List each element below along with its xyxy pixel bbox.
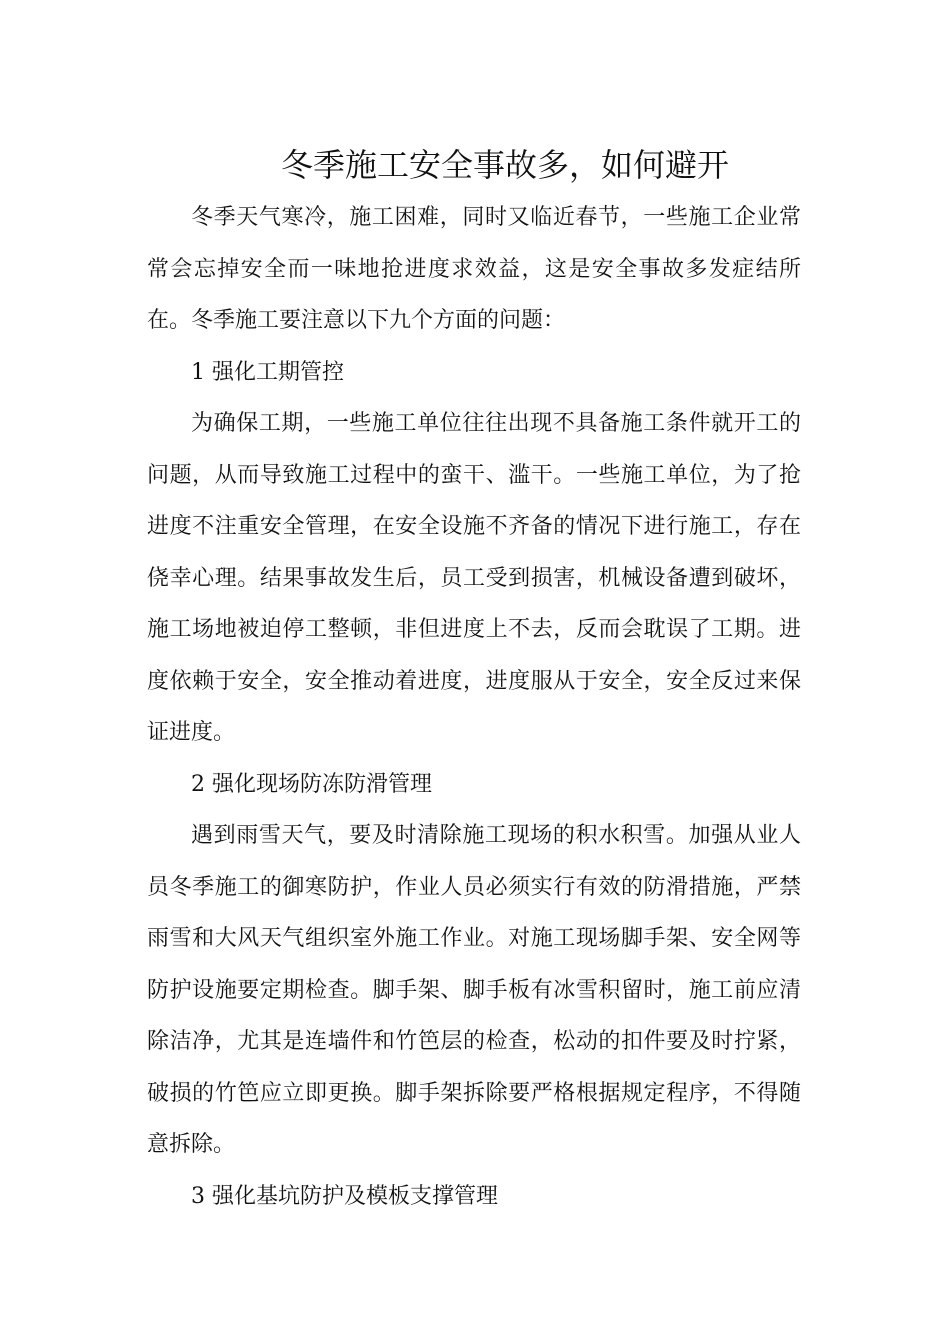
- section-heading-2: 2 强化现场防冻防滑管理: [191, 771, 432, 797]
- document-body: [147, 192, 801, 1222]
- intro-paragraph: 冬季天气寒冷，施工困难，同时又临近春节，一些施工企业常常会忘掉安全而一味地抢进度求效益，这是安全事故多发症结所在。冬季施工要注意以下九个方面的问题：: [147, 205, 801, 333]
- document-title: 冬季施工安全事故多，如何避开: [280, 146, 729, 185]
- section-2-paragraph: 遇到雨雪天气，要及时清除施工现场的积水积雪。加强从业人员冬季施工的御寒防护，作业人员必须实行有效的防滑措施，严禁雨雪和大风天气组织室外施工作业。对施工现场脚手架、安全网等防护设施要定期检查。脚手架、脚手板有冰雪积留时，施工前应清除洁净，尤其是连墙件和竹笆层的检查，松动的扣件要及时拧紧，破损的竹笆应立即更换。脚手架拆除要严格根据规定程序，不得随意拆除。: [147, 823, 801, 1157]
- section-heading-1: 1 强化工期管控: [191, 359, 344, 385]
- section-1-paragraph: 为确保工期，一些施工单位往往出现不具备施工条件就开工的问题，从而导致施工过程中的蛮干、滥干。一些施工单位，为了抢进度不注重安全管理，在安全设施不齐备的情况下进行施工，存在侥幸心理。结果事故发生后，员工受到损害，机械设备遭到破坏，施工场地被迫停工整顿，非但进度上不去，反而会耽误了工期。进度依赖于安全，安全推动着进度，进度服从于安全，安全反过来保证进度。: [147, 411, 801, 745]
- section-heading-3: 3 强化基坑防护及模板支撑管理: [191, 1183, 498, 1209]
